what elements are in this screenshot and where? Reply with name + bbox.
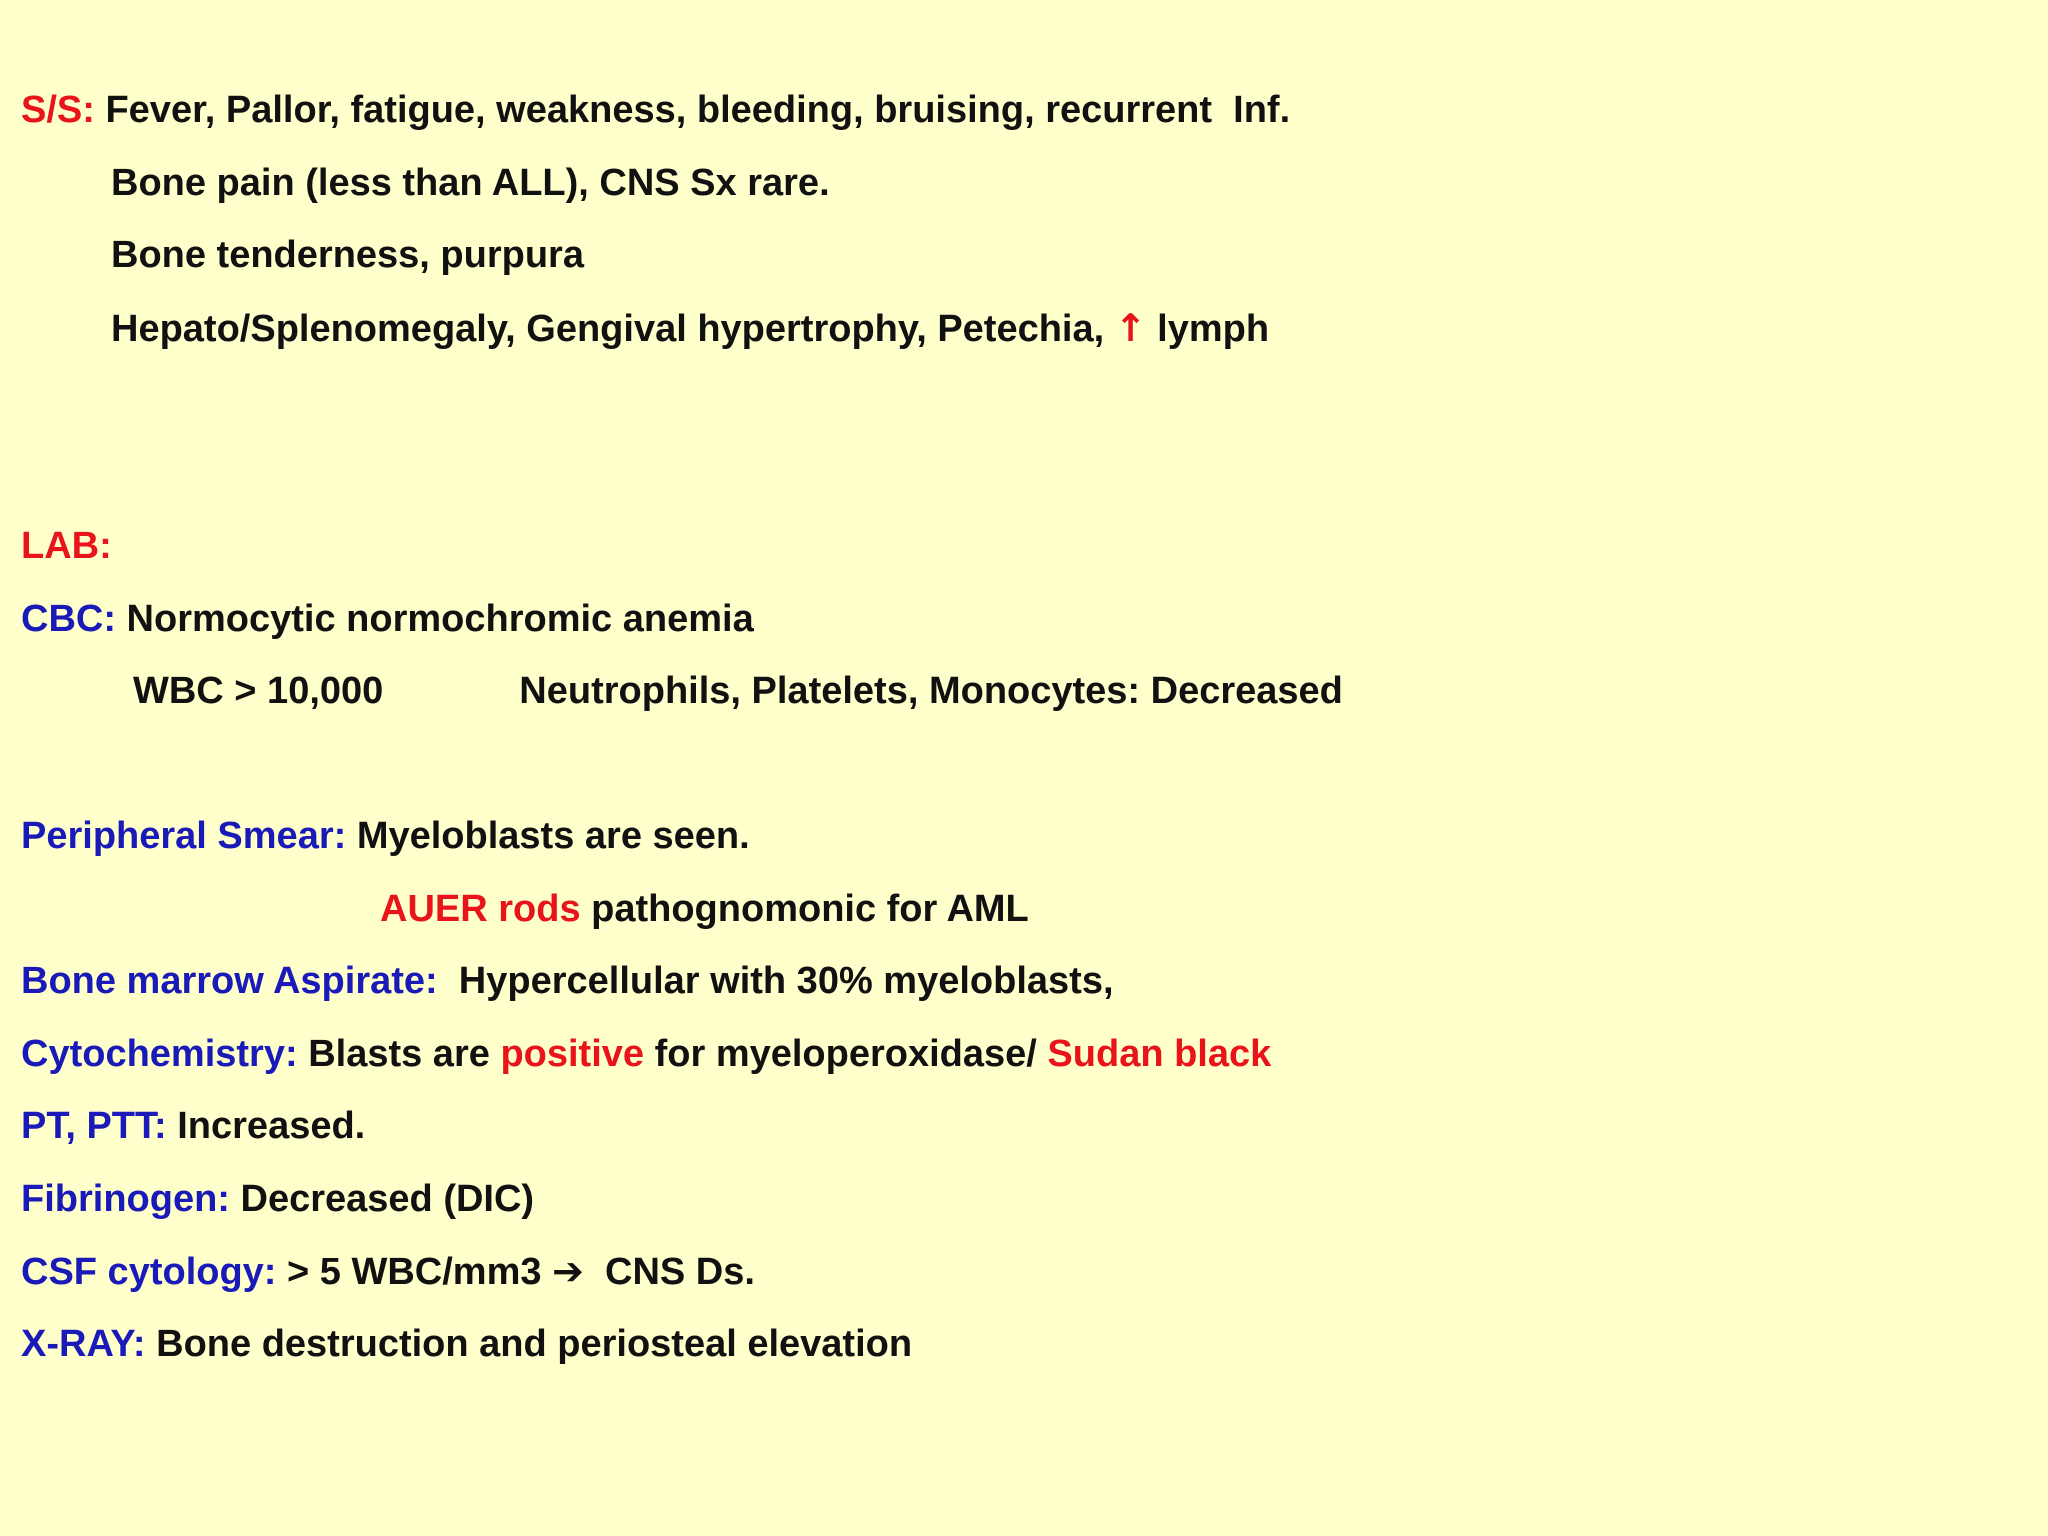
- up-arrow-icon: ↑: [1114, 306, 1147, 350]
- pt-text: Increased.: [166, 1105, 366, 1147]
- xray-line: [21, 1325, 912, 1363]
- symptoms-line-4: [111, 306, 1270, 350]
- symptoms-text-2: Bone pain (less than ALL), CNS Sx rare.: [111, 162, 830, 204]
- marrow-text: Hypercellular with 30% myeloblasts,: [437, 960, 1114, 1002]
- symptoms-line-3: [111, 236, 584, 274]
- auer-text: pathognomonic for AML: [580, 888, 1029, 930]
- symptoms-text-4: Hepato/Splenomegaly, Gengival hypertrophy, Petechia,: [111, 308, 1115, 350]
- cbc-line: [21, 600, 754, 638]
- csf-text: > 5 WBC/mm3: [276, 1251, 553, 1293]
- smear-label: Peripheral Smear:: [21, 815, 347, 857]
- cytochem-label: Cytochemistry:: [21, 1033, 298, 1075]
- smear-line: [21, 817, 750, 855]
- auer-rods: AUER rods: [380, 888, 581, 930]
- symptoms-line-2: [111, 164, 830, 202]
- csf-label: CSF cytology:: [21, 1251, 277, 1293]
- cytochem-sudan: Sudan black: [1047, 1033, 1272, 1075]
- cytochem-line: [21, 1035, 1271, 1073]
- xray-label: X-RAY:: [21, 1323, 146, 1365]
- symptoms-label: S/S:: [21, 89, 95, 131]
- csf-line: [21, 1249, 755, 1293]
- cbc-decreased: Neutrophils, Platelets, Monocytes: Decreased: [519, 670, 1343, 712]
- xray-text: Bone destruction and periosteal elevation: [145, 1323, 913, 1365]
- fibrinogen-label: Fibrinogen:: [21, 1178, 230, 1220]
- symptoms-text-3: Bone tenderness, purpura: [111, 234, 584, 276]
- csf-text-2: CNS Ds.: [583, 1251, 755, 1293]
- pt-label: PT, PTT:: [21, 1105, 167, 1147]
- fibrinogen-line: [21, 1180, 534, 1218]
- pt-line: [21, 1107, 365, 1145]
- cytochem-positive: positive: [500, 1033, 645, 1075]
- smear-text: Myeloblasts are seen.: [346, 815, 750, 857]
- cbc-text: Normocytic normochromic anemia: [115, 598, 754, 640]
- wbc-count: WBC > 10,000: [133, 670, 384, 712]
- cytochem-text-2: for myeloperoxidase/: [644, 1033, 1048, 1075]
- marrow-line: [21, 962, 1114, 1000]
- lab-heading: LAB:: [21, 525, 112, 567]
- fibrinogen-text: Decreased (DIC): [229, 1178, 535, 1220]
- cytochem-text-1: Blasts are: [297, 1033, 501, 1075]
- symptoms-text-4-end: lymph: [1146, 308, 1270, 350]
- marrow-label: Bone marrow Aspirate:: [21, 960, 438, 1002]
- cbc-label: CBC:: [21, 598, 116, 640]
- symptoms-text-1: Fever, Pallor, fatigue, weakness, bleeding, bruising, recurrent Inf.: [94, 89, 1291, 131]
- right-arrow-icon: ➔: [552, 1249, 584, 1293]
- symptoms-line-1: [21, 91, 1290, 129]
- auer-line: [380, 890, 1029, 928]
- cbc-detail-line: [133, 672, 1343, 710]
